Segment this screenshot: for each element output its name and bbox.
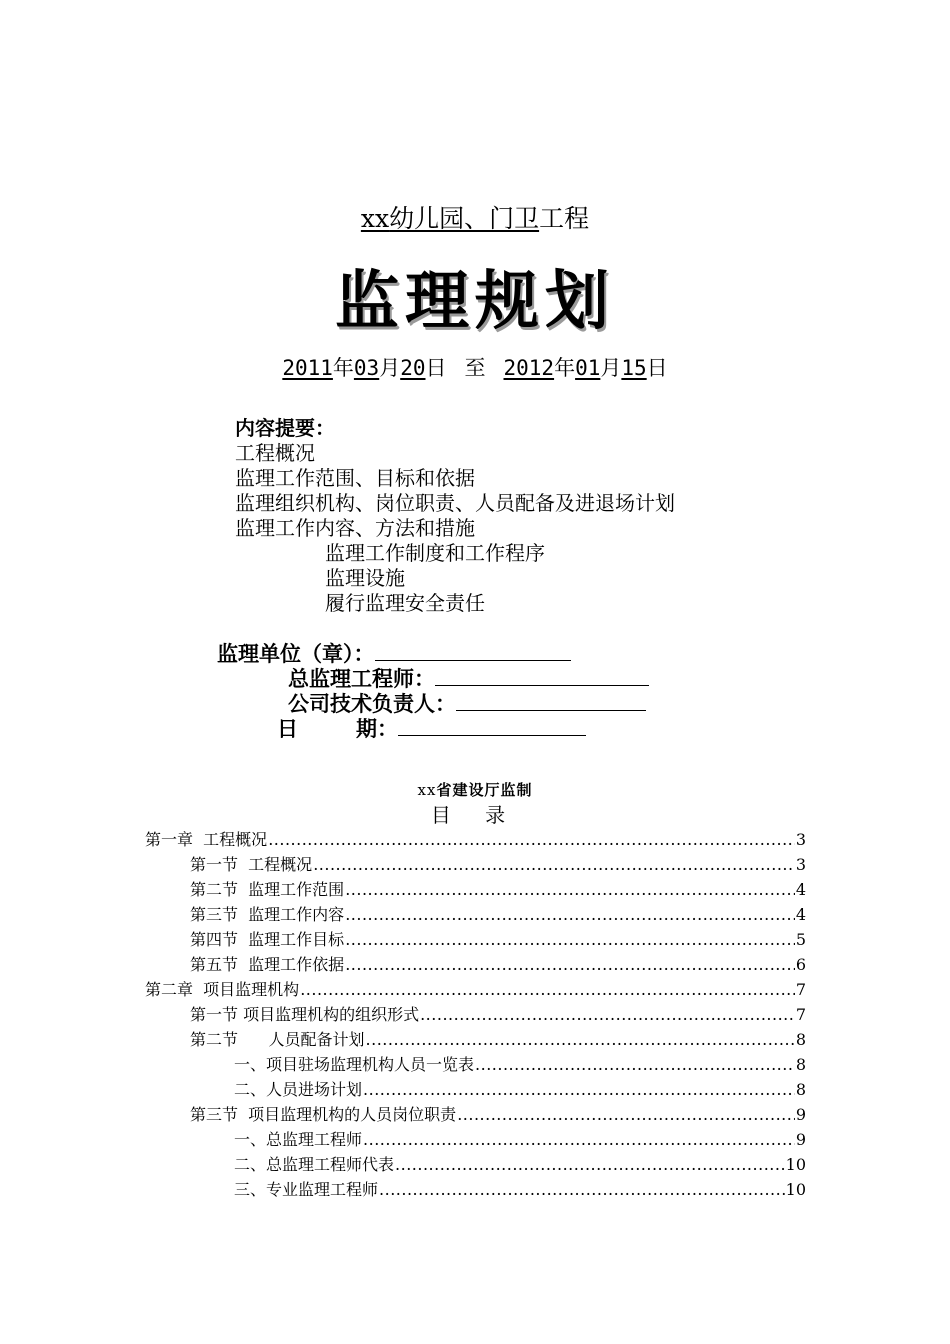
toc-page-number: 9	[795, 1130, 806, 1149]
start-month: 03	[353, 356, 380, 380]
contents-subitem: 监理工作制度和工作程序	[325, 541, 545, 565]
issuer-prefix: xx	[417, 781, 437, 799]
sign-label-unit: 监理单位（章）：	[217, 642, 375, 666]
contents-summary	[235, 416, 675, 616]
toc-entry[interactable]: 一、项目驻场监理机构人员一览表 ..... 8	[234, 1052, 806, 1077]
toc-page-number: 4	[795, 905, 806, 924]
contents-heading: 内容提要：	[235, 416, 335, 440]
toc-title: 目 录	[430, 803, 520, 827]
toc-page-number: 7	[795, 980, 806, 999]
toc-page-number: 8	[795, 1055, 806, 1074]
end-year: 2012	[503, 356, 555, 380]
contents-item: 监理工作内容、方法和措施	[235, 516, 475, 540]
start-day: 20	[400, 356, 426, 380]
end-day: 15	[621, 356, 647, 380]
toc-entry[interactable]: 第三节 监理工作内容 ..... 4	[190, 902, 806, 927]
issuer-line	[0, 780, 950, 800]
sign-blank-tech[interactable]	[456, 690, 646, 711]
sign-blank-date[interactable]	[398, 715, 586, 736]
toc-page-number: 3	[795, 855, 806, 874]
project-name-underlined: xx幼儿园、门卫	[360, 204, 540, 233]
toc-entry[interactable]: 第一章 工程概况 ..... 3	[145, 827, 806, 852]
toc-page-number: 3	[795, 830, 806, 849]
date-range: 2011年03月20日 至 2012年01月15日	[282, 356, 668, 380]
sign-field-unit	[217, 640, 571, 667]
project-title	[0, 203, 950, 235]
sign-field-date	[277, 715, 586, 742]
date-to: 至	[464, 356, 486, 380]
toc-page-number: 8	[795, 1080, 806, 1099]
main-title: 监理规划	[335, 265, 615, 339]
toc-page-number: 10	[785, 1180, 806, 1199]
toc-entry[interactable]: 第一节 工程概况 ..... 3	[190, 852, 806, 877]
sign-label-date-b: 期：	[356, 717, 398, 741]
toc-entry[interactable]: 二、总监理工程师代表 ..... 10	[234, 1152, 806, 1177]
toc-entry[interactable]: 第二章 项目监理机构 ..... 7	[145, 977, 806, 1002]
toc-entry[interactable]: 第二节 监理工作范围 ..... 4	[190, 877, 806, 902]
toc-entry[interactable]: 第五节 监理工作依据 ..... 6	[190, 952, 806, 977]
sign-field-chief	[288, 665, 649, 692]
contents-subitem: 履行监理安全责任	[325, 591, 485, 615]
sign-field-tech	[288, 690, 646, 717]
toc-page-number: 7	[795, 1005, 806, 1024]
toc-page-number: 9	[795, 1105, 806, 1124]
toc-page-number: 4	[795, 880, 806, 899]
toc-page-number: 6	[795, 955, 806, 974]
sign-label-date-a: 日	[277, 717, 298, 741]
toc-entry[interactable]: 一、总监理工程师 ..... 9	[234, 1127, 806, 1152]
project-suffix: 工程	[539, 204, 590, 233]
toc-entry[interactable]: 第二节 人员配备计划 ..... 8	[190, 1027, 806, 1052]
sign-label-chief: 总监理工程师：	[288, 667, 435, 691]
sign-blank-chief[interactable]	[435, 665, 649, 686]
toc-entry[interactable]: 二、人员进场计划 ..... 8	[234, 1077, 806, 1102]
toc-page-number: 10	[785, 1155, 806, 1174]
start-year: 2011	[282, 356, 333, 380]
contents-subitem: 监理设施	[325, 566, 405, 590]
toc-entry[interactable]: 第四节 监理工作目标 ..... 5	[190, 927, 806, 952]
contents-item: 监理工作范围、目标和依据	[235, 466, 475, 490]
toc-entry[interactable]: 第三节 项目监理机构的人员岗位职责 ..... 9	[190, 1102, 806, 1127]
end-month: 01	[575, 356, 601, 380]
toc-page-number: 8	[795, 1030, 806, 1049]
toc-page-number: 5	[795, 930, 806, 949]
sign-blank-unit[interactable]	[375, 640, 571, 661]
issuer-text: 省建设厅监制	[436, 781, 533, 799]
toc-entry[interactable]: 第一节 项目监理机构的组织形式 ..... 7	[190, 1002, 806, 1027]
contents-item: 工程概况	[235, 441, 315, 465]
sign-label-tech: 公司技术负责人：	[288, 692, 456, 716]
contents-item: 监理组织机构、岗位职责、人员配备及进退场计划	[235, 491, 675, 515]
toc-entry[interactable]: 三、专业监理工程师 ..... 10	[234, 1177, 806, 1202]
